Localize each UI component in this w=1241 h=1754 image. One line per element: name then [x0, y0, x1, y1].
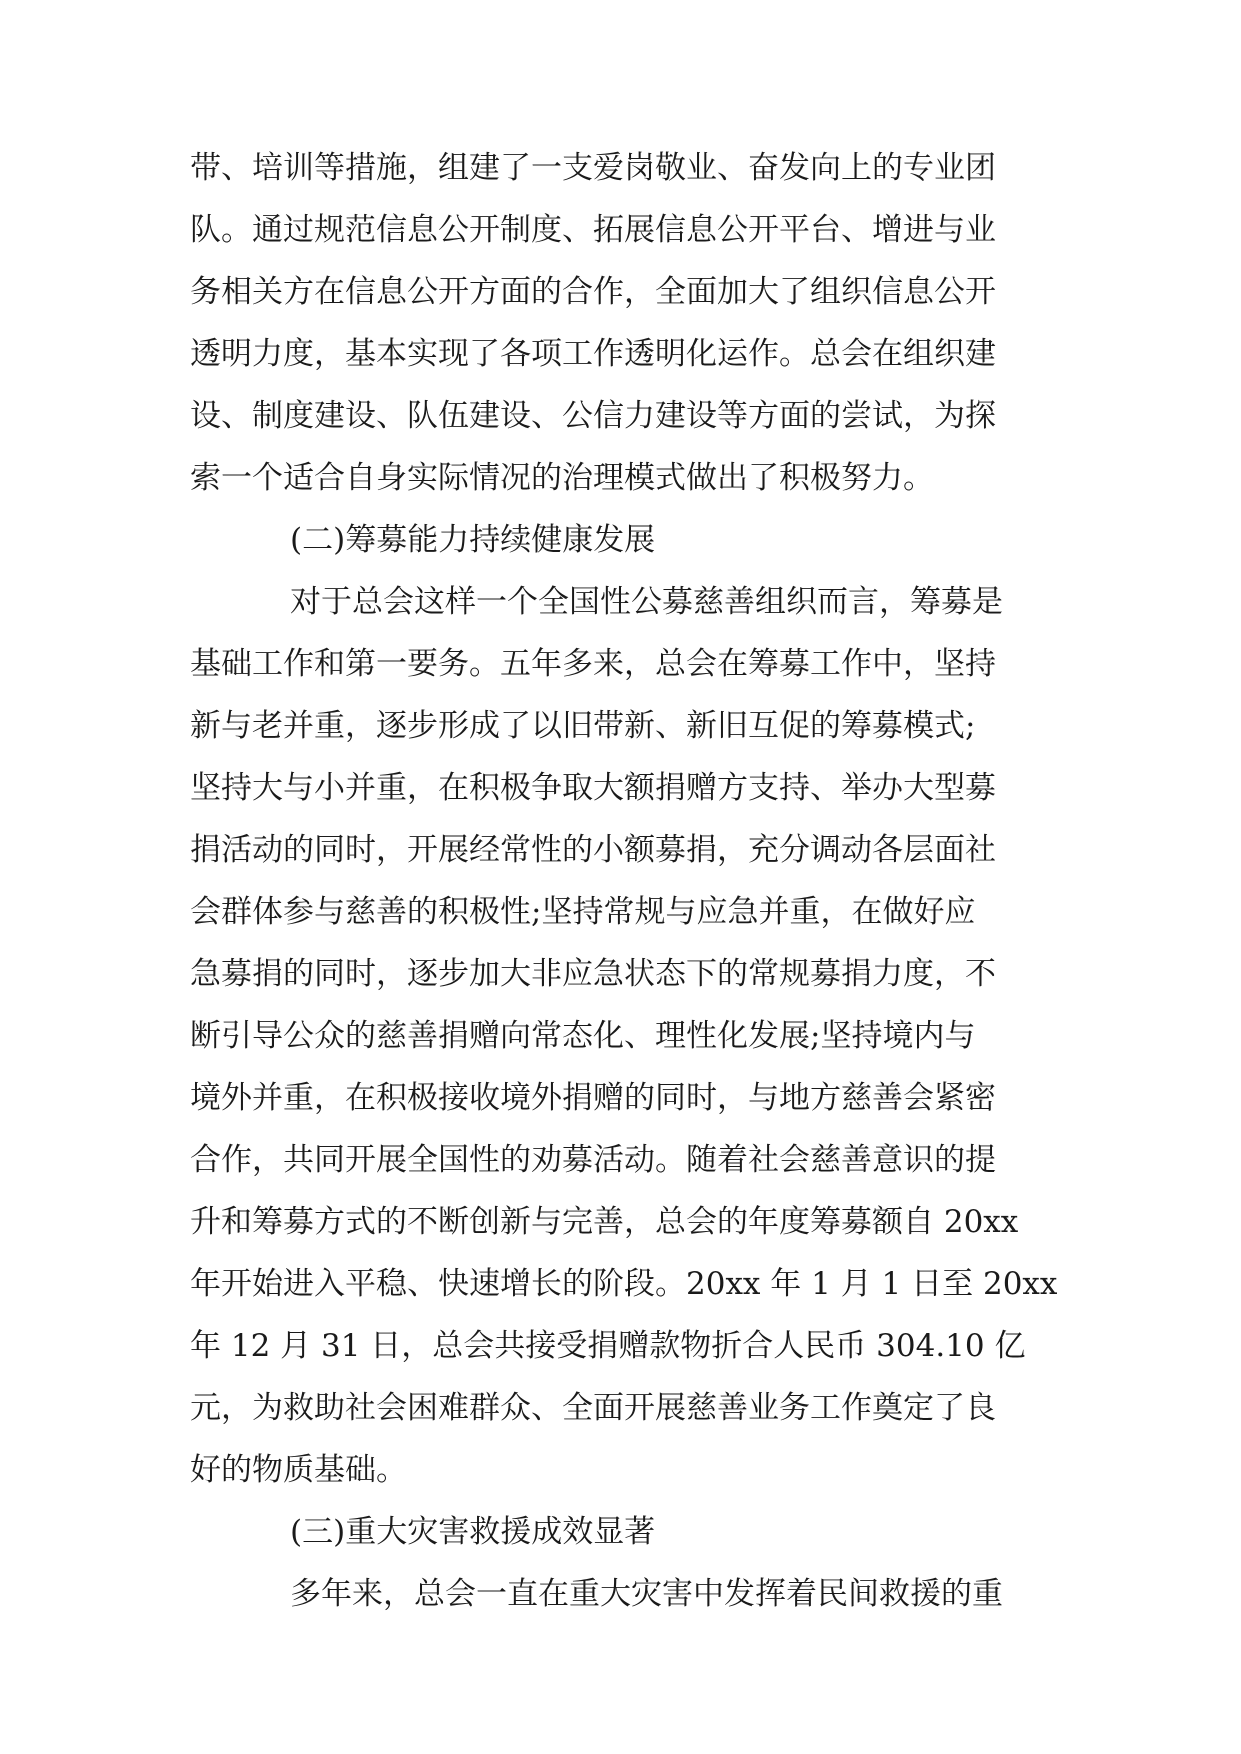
- paragraph-line: 新与老并重，逐步形成了以旧带新、新旧互促的筹募模式;: [190, 708, 976, 744]
- paragraph-line: 急募捐的同时，逐步加大非应急状态下的常规募捐力度，不: [190, 956, 996, 992]
- paragraph-line: 多年来，总会一直在重大灾害中发挥着民间救援的重: [290, 1576, 1003, 1612]
- paragraph-line: 境外并重，在积极接收境外捐赠的同时，与地方慈善会紧密: [190, 1080, 996, 1116]
- paragraph-line: 基础工作和第一要务。五年多来，总会在筹募工作中，坚持: [190, 646, 996, 682]
- paragraph-line: 坚持大与小并重，在积极争取大额捐赠方支持、举办大型募: [190, 770, 996, 806]
- paragraph-line: 带、培训等措施，组建了一支爱岗敬业、奋发向上的专业团: [190, 150, 996, 186]
- paragraph-line: 透明力度，基本实现了各项工作透明化运作。总会在组织建: [190, 336, 996, 372]
- paragraph-line: 年 12 月 31 日，总会共接受捐赠款物折合人民币 304.10 亿: [190, 1328, 1026, 1364]
- paragraph-line: 元，为救助社会困难群众、全面开展慈善业务工作奠定了良: [190, 1390, 996, 1426]
- paragraph-line: 升和筹募方式的不断创新与完善，总会的年度筹募额自 20xx: [190, 1204, 1019, 1240]
- paragraph-line: 捐活动的同时，开展经常性的小额募捐，充分调动各层面社: [190, 832, 996, 868]
- paragraph-line: 对于总会这样一个全国性公募慈善组织而言，筹募是: [290, 584, 1003, 620]
- paragraph-line: 年开始进入平稳、快速增长的阶段。20xx 年 1 月 1 日至 20xx: [190, 1266, 1058, 1302]
- paragraph-line: 合作，共同开展全国性的劝募活动。随着社会慈善意识的提: [190, 1142, 996, 1178]
- paragraph-line: 好的物质基础。: [190, 1452, 407, 1488]
- paragraph-line: 断引导公众的慈善捐赠向常态化、理性化发展;坚持境内与: [190, 1018, 976, 1054]
- section-heading: (三)重大灾害救援成效显著: [290, 1514, 656, 1550]
- paragraph-line: 会群体参与慈善的积极性;坚持常规与应急并重，在做好应: [190, 894, 976, 930]
- paragraph-line: 设、制度建设、队伍建设、公信力建设等方面的尝试，为探: [190, 398, 996, 434]
- paragraph-line: 索一个适合自身实际情况的治理模式做出了积极努力。: [190, 460, 934, 496]
- paragraph-line: 队。通过规范信息公开制度、拓展信息公开平台、增进与业: [190, 212, 996, 248]
- paragraph-line: 务相关方在信息公开方面的合作，全面加大了组织信息公开: [190, 274, 996, 310]
- section-heading: (二)筹募能力持续健康发展: [290, 522, 656, 558]
